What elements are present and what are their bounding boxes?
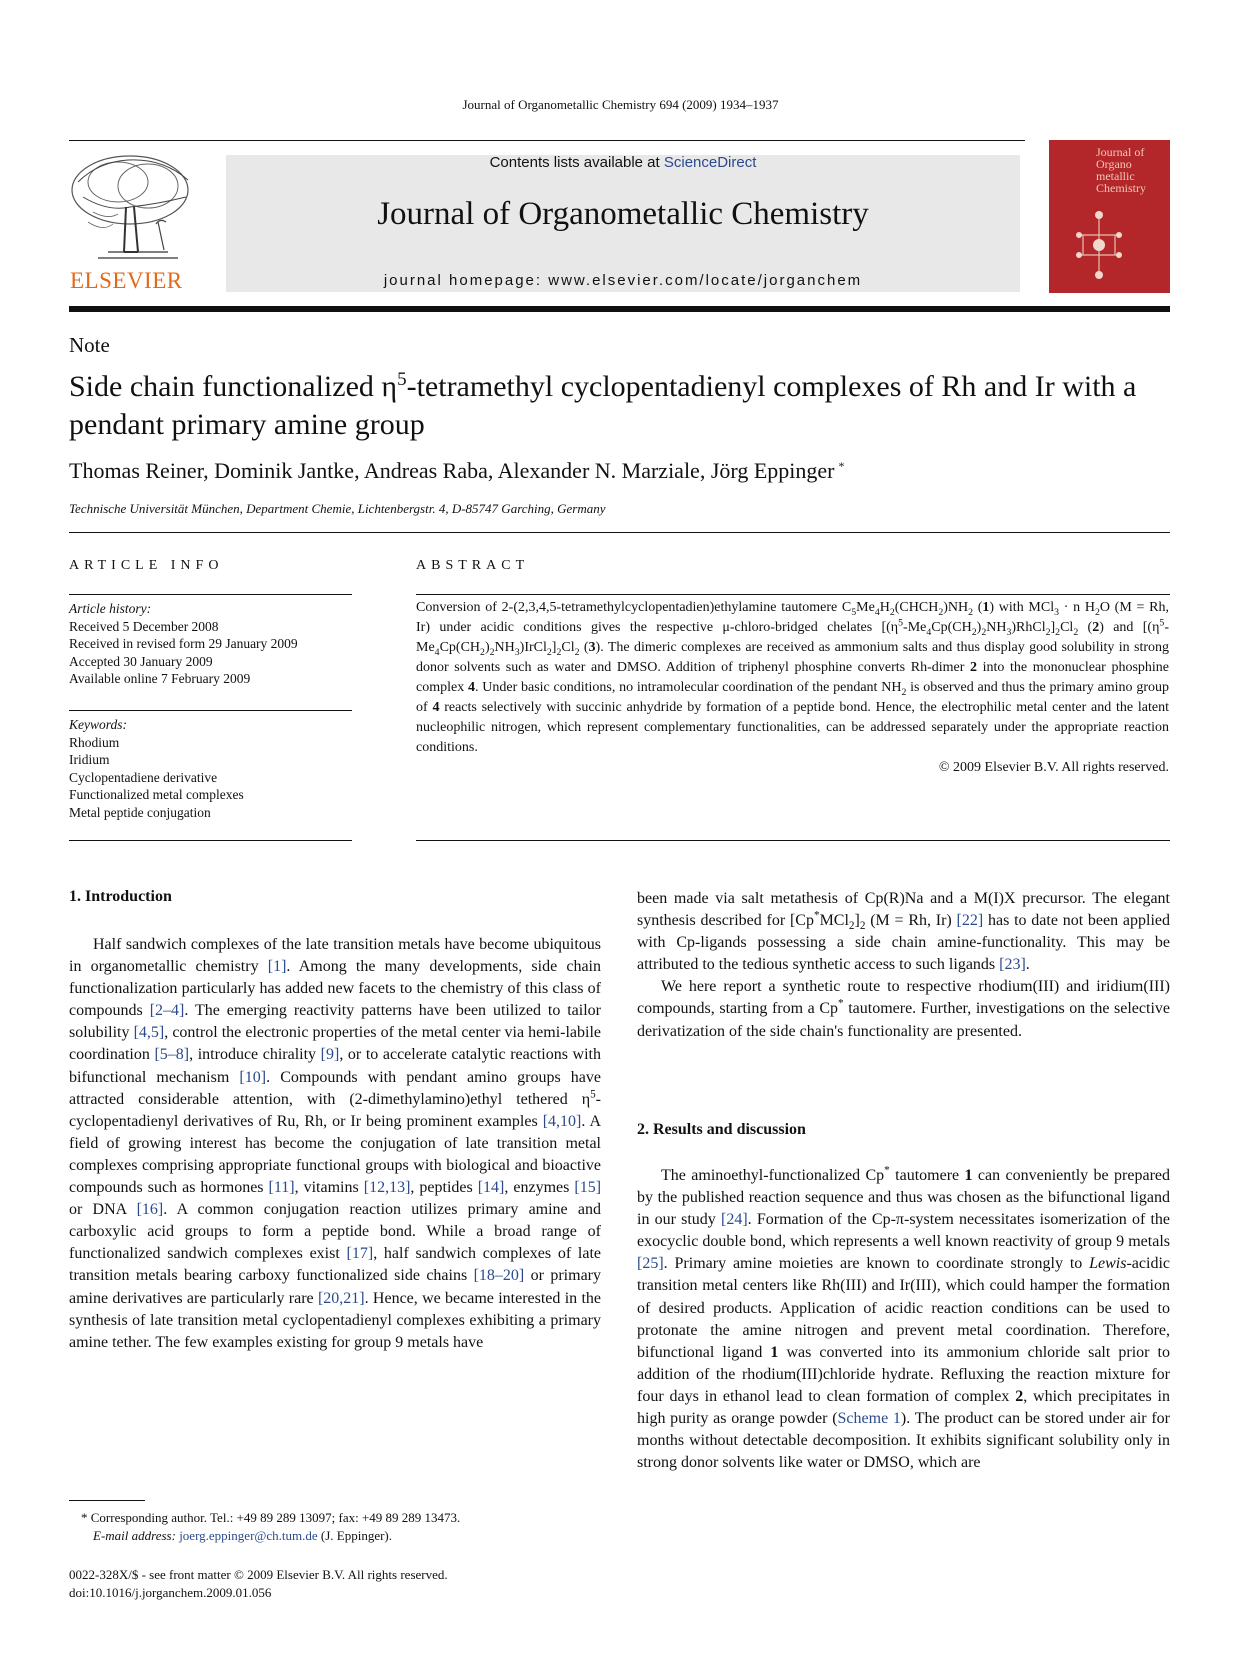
elsevier-tree-icon	[68, 152, 198, 264]
footnote-rule	[69, 1500, 145, 1501]
keyword-item: Iridium	[69, 752, 110, 767]
header-thick-rule	[69, 306, 1170, 312]
cover-title: Journal of Organo metallic Chemistry	[1096, 145, 1146, 195]
article-info-rule	[69, 594, 352, 595]
history-received: Received 5 December 2008	[69, 618, 219, 634]
elsevier-logo	[68, 152, 198, 264]
results-heading: 2. Results and discussion	[637, 1121, 806, 1138]
journal-citation: Journal of Organometallic Chemistry 694 (2009) 1934–1937	[462, 97, 779, 112]
header-top-rule	[69, 140, 1025, 141]
intro-continued: been made via salt metathesis of Cp(R)Na and a M(I)X precursor. The elegant synthesis described for $[Cp^*MCl_2]_2$ (M = Rh, Ir) [22] has to date not been applied with Cp-ligands possessing a side chain amine-functionality. This may be attributed to the tedious synthetic access to such ligands [23]. We here report a synthetic route to respective rhodium(III) and iridium(III) compounds, starting from a Cp* tautomere. Further, investigations on the selective derivatization of the side chain's functionality are presented.	[637, 890, 1170, 1040]
history-accepted: Accepted 30 January 2009	[69, 653, 213, 669]
affiliation: Technische Universität München, Department Chemie, Lichtenbergstr. 4, D-85747 Garching, Germany	[69, 501, 606, 516]
abstract-body: Conversion of 2-(2,3,4,5-tetramethylcyclopentadien)ethylamine tautomere $C_5Me_4H_2(CHCH_2)NH_2$ (1) with MCl$_3$ · n $H_2O$ (M = Rh, Ir) under acidic conditions gives the respective μ-chloro-bridged chelates $[(\eta^5-Me_4Cp(CH_2)_2NH_3)RhCl_2]_2Cl_2$ (2) and $[(\eta^5-Me_4Cp(CH_2)_2NH_3)IrCl_2]_2Cl_2$ (3). The dimeric complexes are received as ammonium salts and thus display good solubility in strong donor solvents such as water and DMSO. Addition of triphenyl phosphine converts Rh-dimer 2 into the mononuclear phosphine complex 4. Under basic conditions, no intramolecular coordination of the pendant $NH_2$ is observed and thus the primary amino group of 4 reacts selectively with succinic anhydride by formation of a peptide bond. Hence, the electrophilic metal center and the latent nucleophilic nitrogen, which represent complementary functionalities, can be addressed separately under the appropriate reaction conditions. © 2009 Elsevier B.V. All rights reserved.	[416, 598, 1169, 778]
abstract-copyright: © 2009 Elsevier B.V. All rights reserved.	[938, 760, 1169, 775]
article-title	[69, 368, 1179, 444]
journal-homepage[interactable]: journal homepage: www.elsevier.com/locate/jorganchem	[383, 272, 863, 289]
title-superscript: 5	[397, 369, 407, 390]
history-label: Article history:	[69, 601, 152, 616]
abstract-bottom-rule	[416, 840, 1170, 841]
doi-line[interactable]: doi:10.1016/j.jorganchem.2009.01.056	[69, 1585, 272, 1600]
contents-prefix: Contents lists available at	[489, 154, 664, 171]
corresponding-author-mark[interactable]: *	[838, 458, 845, 473]
affiliation-rule	[69, 532, 1170, 533]
title-part2: -tetramethyl cyclopentadienyl complexes of Rh and Ir with a pendant primary amine group	[69, 370, 1137, 441]
authors-text: Thomas Reiner, Dominik Jantke, Andreas Raba, Alexander N. Marziale, Jörg Eppinger	[69, 458, 835, 483]
bottom-metadata	[69, 1566, 448, 1602]
keyword-item: Metal peptide conjugation	[69, 804, 211, 820]
abstract-heading: ABSTRACT	[416, 558, 530, 573]
abstract-rule	[416, 594, 1170, 595]
author-list	[69, 458, 844, 484]
footnote-mark: *	[81, 1510, 88, 1525]
email-suffix: (J. Eppinger).	[317, 1528, 393, 1543]
journal-name: Journal of Organometallic Chemistry	[377, 196, 869, 232]
email-label: E-mail address:	[93, 1528, 180, 1543]
intro-body: Half sandwich complexes of the late transition metals have become ubiquitous in organometallic chemistry [1]. Among the many developments, side chain functionalization particularly has added new facets to the chemistry of this class of compounds [2–4]. The emerging reactivity patterns have been utilized to tailor solubility [4,5], control the electronic properties of the metal center via hemi-labile coordination [5–8], introduce chirality [9], or to accelerate catalytic reactions with bifunctional mechanism [10]. Compounds with pendant amino groups have attracted considerable attention, with (2-dimethylamino)ethyl tethered $\eta^5$-cyclopentadienyl derivatives of Ru, Rh, or Ir being prominent examples [4,10]. A field of growing interest has become the conjugation of late transition metal complexes comprising appropriate functional groups with biological and bioactive compounds such as hormones [11], vitamins [12,13], peptides [14], enzymes [15] or DNA [16]. A common conjugation reaction utilizes primary amine and carboxylic acid groups to form a peptide bond. While a broad range of functionalized sandwich complexes exist [17], half sandwich complexes of late transition metals bearing carboxy functionalized side chains [18–20] or primary amine derivatives are particularly rare [20,21]. Hence, we became interested in the synthesis of late transition metal cyclopentadienyl complexes exhibiting a primary amine tether. The few examples existing for group 9 metals have	[69, 936, 602, 1351]
keywords-label: Keywords:	[69, 717, 127, 732]
article-type: Note	[69, 333, 110, 357]
keyword-item: Rhodium	[69, 734, 120, 750]
keywords-bottom-rule	[69, 840, 352, 841]
article-info-heading: ARTICLE INFO	[69, 558, 224, 573]
history-revised: Received in revised form 29 January 2009	[69, 636, 298, 651]
keyword-item: Functionalized metal complexes	[69, 787, 244, 802]
contents-available-line	[226, 154, 1020, 171]
history-online: Available online 7 February 2009	[69, 671, 251, 686]
keywords	[69, 716, 244, 821]
elsevier-wordmark: ELSEVIER	[70, 268, 183, 293]
title-part1: Side chain functionalized η	[69, 370, 398, 403]
footnote	[69, 1509, 629, 1545]
article-history	[69, 600, 298, 688]
sciencedirect-link[interactable]: ScienceDirect	[663, 154, 757, 171]
footnote-text: Corresponding author. Tel.: +49 89 289 13097; fax: +49 89 289 13473.	[90, 1510, 461, 1525]
results-body: The aminoethyl-functionalized Cp* tautomere 1 can conveniently be prepared by the published reaction sequence and thus was chosen as the bifunctional ligand in our study [24]. Formation of the Cp-π-system necessitates isomerization of the exocyclic double bond, which represents a well known reactivity of group 9 metals [25]. Primary amine moieties are known to coordinate strongly to Lewis-acidic transition metal centers like Rh(III) and Ir(III), which could hamper the formation of desired products. Application of acidic reaction conditions can be used to protonate the amine nitrogen and prevent metal coordination. Therefore, bifunctional ligand 1 was converted into its ammonium chloride salt prior to addition of the rhodium(III)chloride hydrate. Refluxing the reaction mixture for four days in ethanol lead to clean formation of complex 2, which precipitates in high purity as orange powder (Scheme 1). The product can be stored under air for months without detectable decomposition. It exhibits significant solubility only in strong donor solvents like water or DMSO, which are	[637, 1164, 1171, 1472]
keywords-rule	[69, 710, 352, 711]
issn-line: 0022-328X/$ - see front matter © 2009 Elsevier B.V. All rights reserved.	[69, 1567, 448, 1582]
author-email-link[interactable]: joerg.eppinger@ch.tum.de	[179, 1528, 318, 1543]
intro-heading: 1. Introduction	[69, 888, 172, 905]
keyword-item: Cyclopentadiene derivative	[69, 769, 218, 785]
